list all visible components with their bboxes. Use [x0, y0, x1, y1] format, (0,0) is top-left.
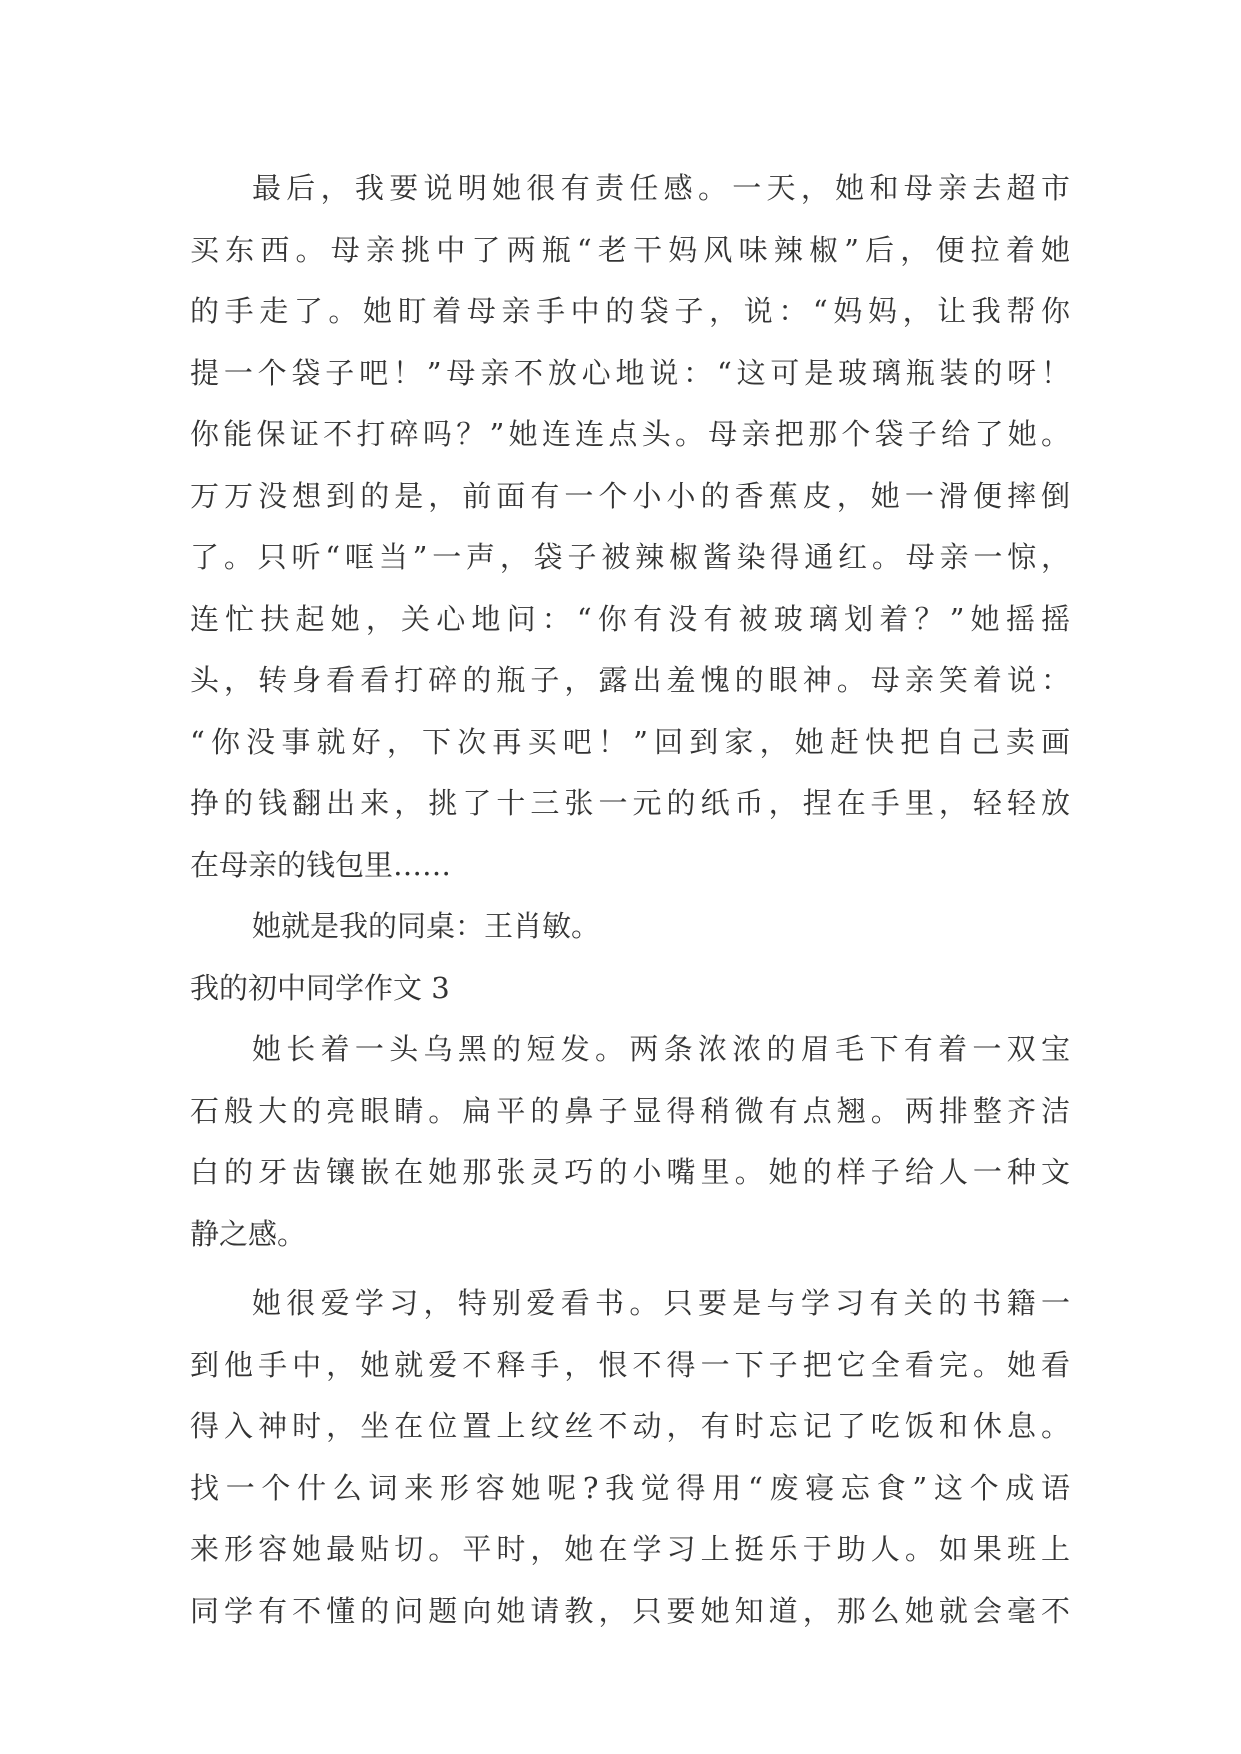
- text-line: 找一个什么词来形容她呢?我觉得用“废寝忘食”这个成语: [190, 1470, 1070, 1505]
- text-line: 得入神时，坐在位置上纹丝不动，有时忘记了吃饭和休息。: [190, 1409, 1070, 1443]
- text-line: 同学有不懂的问题向她请教，只要她知道，那么她就会毫不: [190, 1593, 1070, 1628]
- text-line: 来形容她最贴切。平时，她在学习上挺乐于助人。如果班上: [190, 1532, 1070, 1566]
- text-line: 挣的钱翻出来，挑了十三张一元的纸币，捏在手里，轻轻放: [190, 786, 1070, 820]
- text-line: 了。只听“哐当”一声，袋子被辣椒酱染得通红。母亲一惊，: [190, 540, 1070, 574]
- paragraph-desk-mate: 她就是我的同桌：王肖敏。: [252, 909, 601, 943]
- text-line: 在母亲的钱包里……: [190, 847, 452, 882]
- text-line: 她很爱学习，特别爱看书。只要是与学习有关的书籍一: [252, 1286, 1070, 1320]
- text-line: 提一个袋子吧！”母亲不放心地说：“这可是玻璃瓶装的呀！: [190, 355, 1070, 390]
- text-line: 连忙扶起她，关心地问：“你有没有被玻璃划着？”她摇摇: [190, 601, 1070, 636]
- paragraph-responsibility: [190, 158, 1070, 896]
- text-line: 静之感。: [190, 1216, 307, 1251]
- text-line: 的手走了。她盯着母亲手中的袋子，说：“妈妈，让我帮你: [190, 294, 1070, 328]
- text-line: 她长着一头乌黑的短发。两条浓浓的眉毛下有着一双宝: [252, 1032, 1070, 1066]
- text-line: 石般大的亮眼睛。扁平的鼻子显得稍微有点翘。两排整齐洁: [190, 1093, 1070, 1128]
- text-line: 白的牙齿镶嵌在她那张灵巧的小嘴里。她的样子给人一种文: [190, 1155, 1070, 1189]
- text-line: 你能保证不打碎吗？”她连连点头。母亲把那个袋子给了她。: [190, 417, 1070, 451]
- text-line: 到他手中，她就爱不释手，恨不得一下子把它全看完。她看: [190, 1347, 1070, 1382]
- text-line: 买东西。母亲挑中了两瓶“老干妈风味辣椒”后，便拉着她: [190, 232, 1070, 267]
- document-page: [190, 158, 1070, 1642]
- text-line: 头，转身看看打碎的瓶子，露出羞愧的眼神。母亲笑着说：: [190, 663, 1070, 697]
- paragraph-study: [190, 1273, 1070, 1642]
- text-line: “你没事就好，下次再买吧！”回到家，她赶快把自己卖画: [190, 724, 1070, 759]
- section-title: 我的初中同学作文 3: [190, 970, 450, 1005]
- text-line: 万万没想到的是，前面有一个小小的香蕉皮，她一滑便摔倒: [190, 478, 1070, 513]
- paragraph-appearance: [190, 1019, 1070, 1265]
- text-line: 最后，我要说明她很有责任感。一天，她和母亲去超市: [252, 171, 1070, 205]
